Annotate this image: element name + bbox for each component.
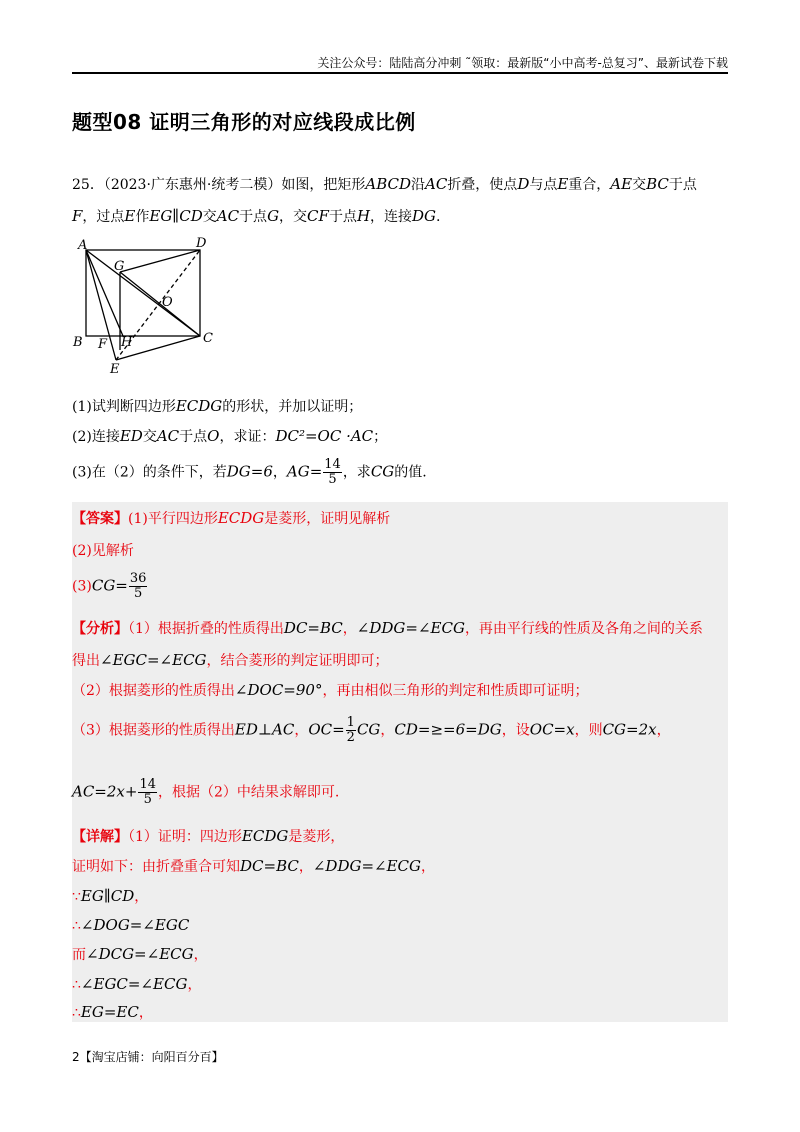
fraction-36-5: $\frac{36}{5}$ [129, 571, 147, 601]
detail-line-7: ∴EG=EC， [72, 1003, 153, 1021]
detail-line-6: ∴∠EGC=∠ECG， [72, 975, 202, 993]
label-f: F [98, 337, 108, 352]
question-1: (1)试判断四边形ECDG的形状，并加以证明； [72, 397, 363, 415]
fraction-14-5: $\frac{14}{5}$ [324, 457, 341, 487]
detail-line-1: 【详解】（1）证明：四边形ECDG是菱形， [72, 827, 345, 845]
segment-gc [120, 272, 200, 336]
analysis-line-5: AC=2x+ $\frac{14}{5}$ ，根据（2）中结果求解即可. [72, 777, 340, 807]
section-title: 题型08 证明三角形的对应线段成比例 [72, 110, 416, 134]
answer-line-1: 【答案】(1)平行四边形ECDG是菱形，证明见解析 [72, 509, 391, 527]
analysis-tag: 【分析】 [72, 621, 128, 637]
header-divider [72, 72, 728, 74]
label-e: E [110, 362, 120, 377]
problem-line-1: 25．（2023·广东惠州·统考二模）如图，把矩形ABCD沿AC折叠，使点D与点E重合，AE交BC于点 [72, 175, 697, 193]
analysis-line-4: （3）根据菱形的性质得出ED⊥AC，OC= $\frac{1}{2}$ CG，CD=≥=6=DG，设OC=x，则CG=2x， [72, 715, 671, 745]
segment-gd [120, 250, 200, 272]
label-d: D [196, 236, 207, 251]
detail-line-4: ∴∠DOG=∠EGC [72, 916, 190, 934]
detail-line-2: 证明如下：由折叠重合可知DC=BC，∠DDG=∠ECG， [72, 857, 436, 875]
problem-line-2: F，过点E作EG∥CD交AC于点G，交CF于点H，连接DG. [72, 207, 441, 225]
problem-number: 25． [72, 177, 104, 193]
fraction-14-5-b: $\frac{14}{5}$ [139, 777, 156, 807]
label-a: A [78, 238, 88, 253]
page-footer: 2【淘宝店铺：向阳百分百】 [72, 1050, 224, 1064]
label-b: B [73, 335, 83, 350]
label-c: C [203, 331, 213, 346]
detail-tag: 【详解】 [72, 829, 128, 845]
analysis-line-1: 【分析】（1）根据折叠的性质得出DC=BC，∠DDG=∠ECG，再由平行线的性质及各角之间的关系 [72, 619, 703, 637]
page-header: 关注公众号：陆陆高分冲刺 ˜领取：最新版“小中高考-总复习”、最新试卷下载 [317, 56, 728, 70]
geometry-figure [70, 232, 220, 377]
question-3: (3)在（2）的条件下，若DG=6，AG= $\frac{14}{5}$ ，求CG的值. [72, 457, 427, 487]
fraction-1-2: $\frac{1}{2}$ [346, 715, 355, 745]
answer-line-3: (3)CG= $\frac{36}{5}$ [72, 571, 147, 601]
analysis-line-2: 得出∠EGC=∠ECG，结合菱形的判定证明即可； [72, 651, 389, 669]
label-g: G [114, 259, 125, 274]
label-h: H [121, 335, 133, 350]
detail-line-3: ∵EG∥CD， [72, 887, 149, 905]
detail-line-5: 而∠DCG=∠ECG， [72, 945, 208, 963]
analysis-line-3: （2）根据菱形的性质得出∠DOC=90°，再由相似三角形的判定和性质即可证明； [72, 681, 589, 699]
question-2: (2)连接ED交AC于点O，求证：DC²=OC ·AC； [72, 427, 388, 445]
answer-tag: 【答案】 [72, 511, 128, 527]
answer-line-2: (2)见解析 [72, 543, 134, 559]
label-o: O [162, 295, 173, 310]
